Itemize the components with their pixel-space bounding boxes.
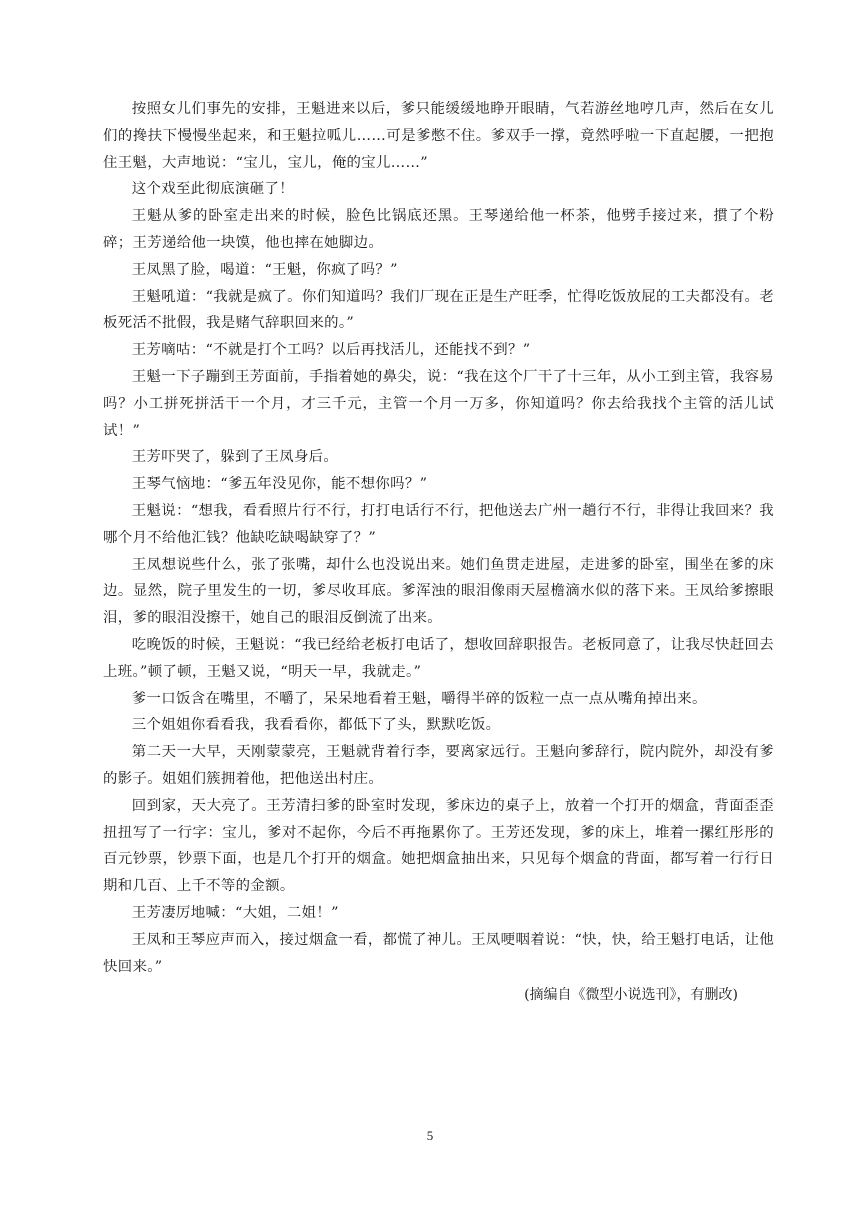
page-number: 5: [426, 1128, 434, 1143]
paragraph: 王魁一下子蹦到王芳面前，手指着她的鼻尖，说：“我在这个厂干了十三年，从小工到主管，我容易吗？小工拼死拼活干一个月，才三千元，主管一个月一万多，你知道吗？你去给我找个主管的活儿试试！”: [103, 368, 774, 439]
paragraph: 王凤黑了脸，喝道：“王魁，你疯了吗？”: [131, 261, 398, 278]
paragraph: 第二天一大早，天刚蒙蒙亮，王魁就背着行李，要离家远行。王魁向爹辞行，院内院外，却没有爹的影子。姐姐们簇拥着他，把他送出村庄。: [103, 744, 774, 787]
paragraph: 王凤想说些什么，张了张嘴，却什么也没说出来。她们鱼贯走进屋，走进爹的卧室，围坐在爹的床边。显然，院子里发生的一切，爹尽收耳底。爹浑浊的眼泪像雨天屋檐滴水似的落下来。王凤给爹擦眼泪，爹的眼泪没擦干，她自己的眼泪反倒流了出来。: [103, 556, 774, 627]
paragraph: 王琴气恼地：“爹五年没见你，能不想你吗？”: [131, 476, 428, 493]
paragraph: 三个姐姐你看看我，我看看你，都低下了头，默默吃饭。: [131, 717, 501, 734]
story-body: [103, 96, 774, 980]
paragraph: 按照女儿们事先的安排，王魁进来以后，爹只能缓缓地睁开眼睛，气若游丝地哼几声，然后在女儿们的搀扶下慢慢坐起来，和王魁拉呱儿……可是爹憋不住。爹双手一撑，竟然呼啦一下直起腰，一把抱住王魁，大声地说：“宝儿，宝儿，俺的宝儿……”: [103, 101, 774, 171]
paragraph: 王芳嘀咕：“不就是打个工吗？以后再找活儿，还能找不到？”: [131, 342, 531, 359]
paragraph: 吃晚饭的时候，王魁说：“我已经给老板打电话了，想收回辞职报告。老板同意了，让我尽快赶回去上班。”顿了顿，王魁又说，“明天一早，我就走。”: [103, 636, 774, 680]
paragraph: 爹一口饭含在嘴里，不嚼了，呆呆地看着王魁，嚼得半碎的饭粒一点一点从嘴角掉出来。: [131, 690, 707, 707]
paragraph: 回到家，天大亮了。王芳清扫爹的卧室时发现，爹床边的桌子上，放着一个打开的烟盒，背面歪歪扭扭写了一行字：宝儿，爹对不起你，今后不再拖累你了。王芳还发现，爹的床上，堆着一摞红彤彤的百元钞票，钞票下面，也是几个打开的烟盒。她把烟盒抽出来，只见每个烟盒的背面，都写着一行行日期和几百、上千不等的金额。: [103, 797, 774, 895]
paragraph: 这个戏至此彻底演砸了！: [131, 181, 294, 198]
paragraph: 王魁说：“想我，看看照片行不行，打打电话行不行，把他送去广州一趟行不行，非得让我回来？我哪个月不给他汇钱？他缺吃缺喝缺穿了？”: [103, 502, 774, 546]
paragraph: 王魁从爹的卧室走出来的时候，脸色比锅底还黑。王琴递给他一杯茶，他劈手接过来，摜了个粉碎；王芳递给他一块馍，他也摔在她脚边。: [103, 208, 774, 251]
paragraph: 王魁吼道：“我就是疯了。你们知道吗？我们厂现在正是生产旺季，忙得吃饭放屁的工夫都没有。老板死活不批假，我是赌气辞职回来的。”: [103, 288, 774, 332]
paragraph: 王芳吓哭了，躲到了王凤身后。: [131, 449, 339, 466]
paragraph: 王芳凄厉地喊：“大姐，二姐！”: [131, 904, 339, 921]
paragraph: 王凤和王琴应声而入，接过烟盒一看，都慌了神儿。王凤哽咽着说：“快，快，给王魁打电话，让他快回来。”: [103, 931, 774, 975]
source-citation: (摘编自《微型小说选刊》，有删改): [524, 987, 738, 1004]
